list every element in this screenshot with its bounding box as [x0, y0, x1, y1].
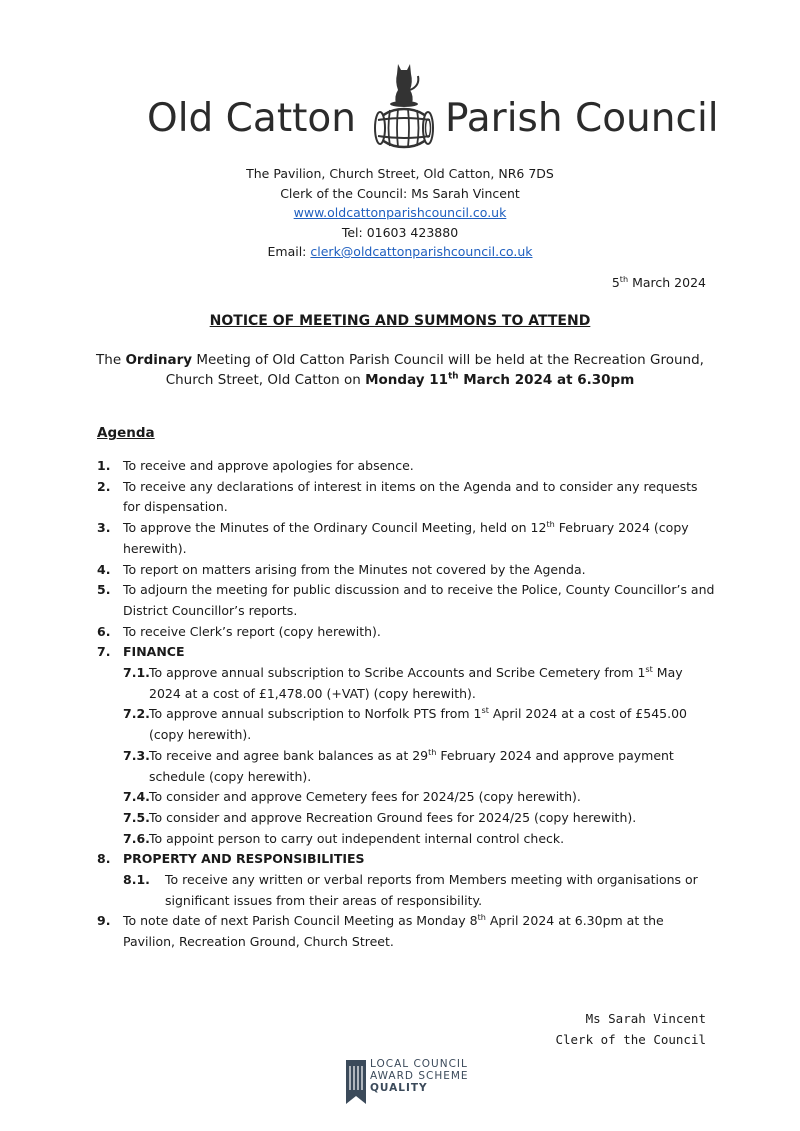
notice-heading: NOTICE OF MEETING AND SUMMONS TO ATTEND — [209, 313, 591, 329]
meeting-intro: The Ordinary Meeting of Old Catton Parish Council will be held at the Recreation Ground, Church Street, Old Catton on Monday 11th March 2024 at 6.30pm — [96, 352, 704, 388]
address-block — [0, 164, 800, 262]
cat-barrel-logo-icon — [368, 60, 440, 152]
agenda-item-2: 2. To receive any declarations of interest in items on the Agenda and to consider any requests for dispensation. — [97, 478, 698, 515]
signatory-role: Clerk of the Council — [555, 1032, 706, 1047]
email-link[interactable]: clerk@oldcattonparishcouncil.co.uk — [310, 244, 533, 259]
award-line-2: AWARD SCHEME — [370, 1070, 469, 1082]
agenda-item-6: 6. To receive Clerk’s report (copy herewith). — [97, 623, 381, 639]
telephone-line: Tel: 01603 423880 — [341, 224, 459, 240]
agenda-item-9: 9. To note date of next Parish Council Meeting as Monday 8th April 2024 at 6.30pm at the Pavilion, Recreation Ground, Church Street. — [97, 912, 664, 950]
signature-block — [555, 1008, 706, 1050]
award-scheme-badge — [346, 1058, 496, 1106]
email-label: Email: — [267, 244, 307, 259]
agenda-item-7-6: 7.6. To appoint person to carry out independent internal control check. — [123, 830, 565, 846]
clerk-line: Clerk of the Council: Ms Sarah Vincent — [280, 185, 520, 201]
award-flag-icon — [346, 1060, 366, 1104]
agenda-heading: Agenda — [97, 425, 155, 441]
agenda-item-1: 1. To receive and approve apologies for absence. — [97, 458, 414, 473]
agenda-item-5: 5. To adjourn the meeting for public discussion and to receive the Police, County Councillor’s and District Councillor’s reports. — [97, 582, 715, 618]
title-parish-council: Parish Council — [445, 96, 719, 141]
agenda-item-7-finance: 7. FINANCE — [97, 644, 185, 660]
award-line-3: QUALITY — [370, 1082, 428, 1094]
agenda-item-7-3: 7.3. To receive and agree bank balances as at 29th February 2024 and approve payment schedule (copy herewith). — [123, 746, 674, 784]
agenda-item-4: 4. To report on matters arising from the Minutes not covered by the Agenda. — [97, 561, 586, 577]
agenda-item-7-5: 7.5. To consider and approve Recreation Ground fees for 2024/25 (copy herewith). — [123, 809, 637, 825]
address-line: The Pavilion, Church Street, Old Catton, NR6 7DS — [246, 166, 554, 181]
agenda-item-3: 3. To approve the Minutes of the Ordinary Council Meeting, held on 12th February 2024 (copy herewith). — [97, 518, 689, 556]
agenda-item-7-4: 7.4. To consider and approve Cemetery fees for 2024/25 (copy herewith). — [123, 789, 581, 805]
website-link[interactable]: www.oldcattonparishcouncil.co.uk — [293, 205, 507, 220]
agenda-list — [97, 456, 717, 953]
title-old-catton: Old Catton — [147, 96, 356, 141]
agenda-item-7-1: 7.1. To approve annual subscription to Scribe Accounts and Scribe Cemetery from 1st May 2024 at a cost of £1,478.00 (+VAT) (copy herewith). — [123, 663, 683, 701]
award-line-1: LOCAL COUNCIL — [370, 1058, 468, 1070]
agenda-item-8-1: 8.1. To receive any written or verbal reports from Members meeting with organisations or significant issues from their areas of responsibility. — [123, 872, 698, 908]
agenda-item-8-property: 8. PROPERTY AND RESPONSIBILITIES — [97, 851, 365, 867]
signatory-name: Ms Sarah Vincent — [585, 1011, 706, 1026]
notice-date: 5th March 2024 — [611, 273, 706, 290]
agenda-item-7-2: 7.2. To approve annual subscription to Norfolk PTS from 1st April 2024 at a cost of £545.00 (copy herewith). — [123, 705, 687, 743]
